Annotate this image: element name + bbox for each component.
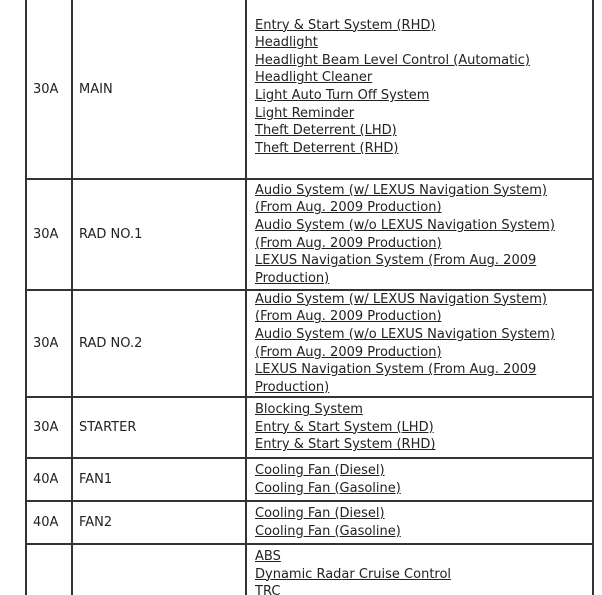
system-link[interactable]: TRC <box>255 584 281 595</box>
system-link[interactable]: Entry & Start System (LHD) <box>255 419 434 435</box>
system-link[interactable]: Dynamic Radar Cruise Control <box>255 566 452 582</box>
fuse-name-cell: RAD NO.1 <box>79 227 143 242</box>
table-row <box>25 180 594 291</box>
system-link[interactable]: (From Aug. 2009 Production) <box>255 200 442 216</box>
system-link[interactable]: Audio System (w/ LEXUS Navigation System) <box>255 182 547 198</box>
system-link[interactable]: Entry & Start System (RHD) <box>255 437 436 453</box>
system-link[interactable]: Headlight <box>255 35 318 51</box>
system-link[interactable]: Entry & Start System (RHD) <box>255 17 436 33</box>
system-link[interactable]: Light Reminder <box>255 105 355 121</box>
related-systems-cell <box>255 545 593 595</box>
amperage-cell: 30A <box>33 227 59 242</box>
amperage-cell: 40A <box>33 472 59 487</box>
fuse-name-cell: MAIN <box>79 81 113 97</box>
system-link[interactable]: Audio System (w/o LEXUS Navigation System) <box>255 326 555 342</box>
system-link[interactable]: (From Aug. 2009 Production) <box>255 344 442 360</box>
system-link[interactable]: LEXUS Navigation System (From Aug. 2009 <box>255 253 537 269</box>
system-link[interactable]: Audio System (w/o LEXUS Navigation System) <box>255 217 555 233</box>
system-link[interactable]: Blocking System <box>255 402 363 418</box>
fuse-name-cell <box>73 545 245 595</box>
table-row <box>25 545 594 595</box>
system-link[interactable]: LEXUS Navigation System (From Aug. 2009 <box>255 362 537 378</box>
table-row <box>25 502 594 545</box>
fuse-name-cell: RAD NO.2 <box>79 336 143 351</box>
table-row <box>25 398 594 459</box>
amperage-cell: 30A <box>33 336 59 351</box>
amperage-cell <box>27 545 71 595</box>
system-link[interactable]: (From Aug. 2009 Production) <box>255 309 442 325</box>
related-systems-cell <box>255 0 593 178</box>
fuse-table <box>25 0 595 595</box>
system-link[interactable]: ABS <box>255 549 281 564</box>
system-link[interactable]: Production) <box>255 379 330 395</box>
system-link[interactable]: Production) <box>255 270 330 286</box>
amperage-cell: 30A <box>33 420 59 435</box>
related-systems-cell <box>255 459 593 500</box>
system-link[interactable]: Cooling Fan (Gasoline) <box>255 480 401 496</box>
fuse-name-cell: FAN1 <box>79 472 113 487</box>
system-link[interactable]: Light Auto Turn Off System <box>255 88 430 103</box>
system-link[interactable]: Cooling Fan (Gasoline) <box>255 523 401 539</box>
related-systems-cell <box>255 502 593 543</box>
amperage-cell: 30A <box>33 81 59 97</box>
table-row <box>25 459 594 502</box>
fuse-name-cell: FAN2 <box>79 515 113 530</box>
related-systems-cell <box>255 291 593 396</box>
amperage-cell: 40A <box>33 515 59 530</box>
table-row <box>25 291 594 398</box>
system-link[interactable]: Cooling Fan (Diesel) <box>255 462 385 478</box>
related-systems-cell <box>255 180 593 289</box>
table-row <box>25 0 594 180</box>
related-systems-cell <box>255 398 593 457</box>
system-link[interactable]: Headlight Cleaner <box>255 70 373 86</box>
system-link[interactable]: Theft Deterrent (LHD) <box>255 123 397 139</box>
system-link[interactable]: Cooling Fan (Diesel) <box>255 505 385 521</box>
system-link[interactable]: Headlight Beam Level Control (Automatic) <box>255 52 530 68</box>
system-link[interactable]: (From Aug. 2009 Production) <box>255 235 442 251</box>
system-link[interactable]: Theft Deterrent (RHD) <box>255 140 399 156</box>
fuse-name-cell: STARTER <box>79 420 137 435</box>
system-link[interactable]: Audio System (w/ LEXUS Navigation System) <box>255 291 547 307</box>
